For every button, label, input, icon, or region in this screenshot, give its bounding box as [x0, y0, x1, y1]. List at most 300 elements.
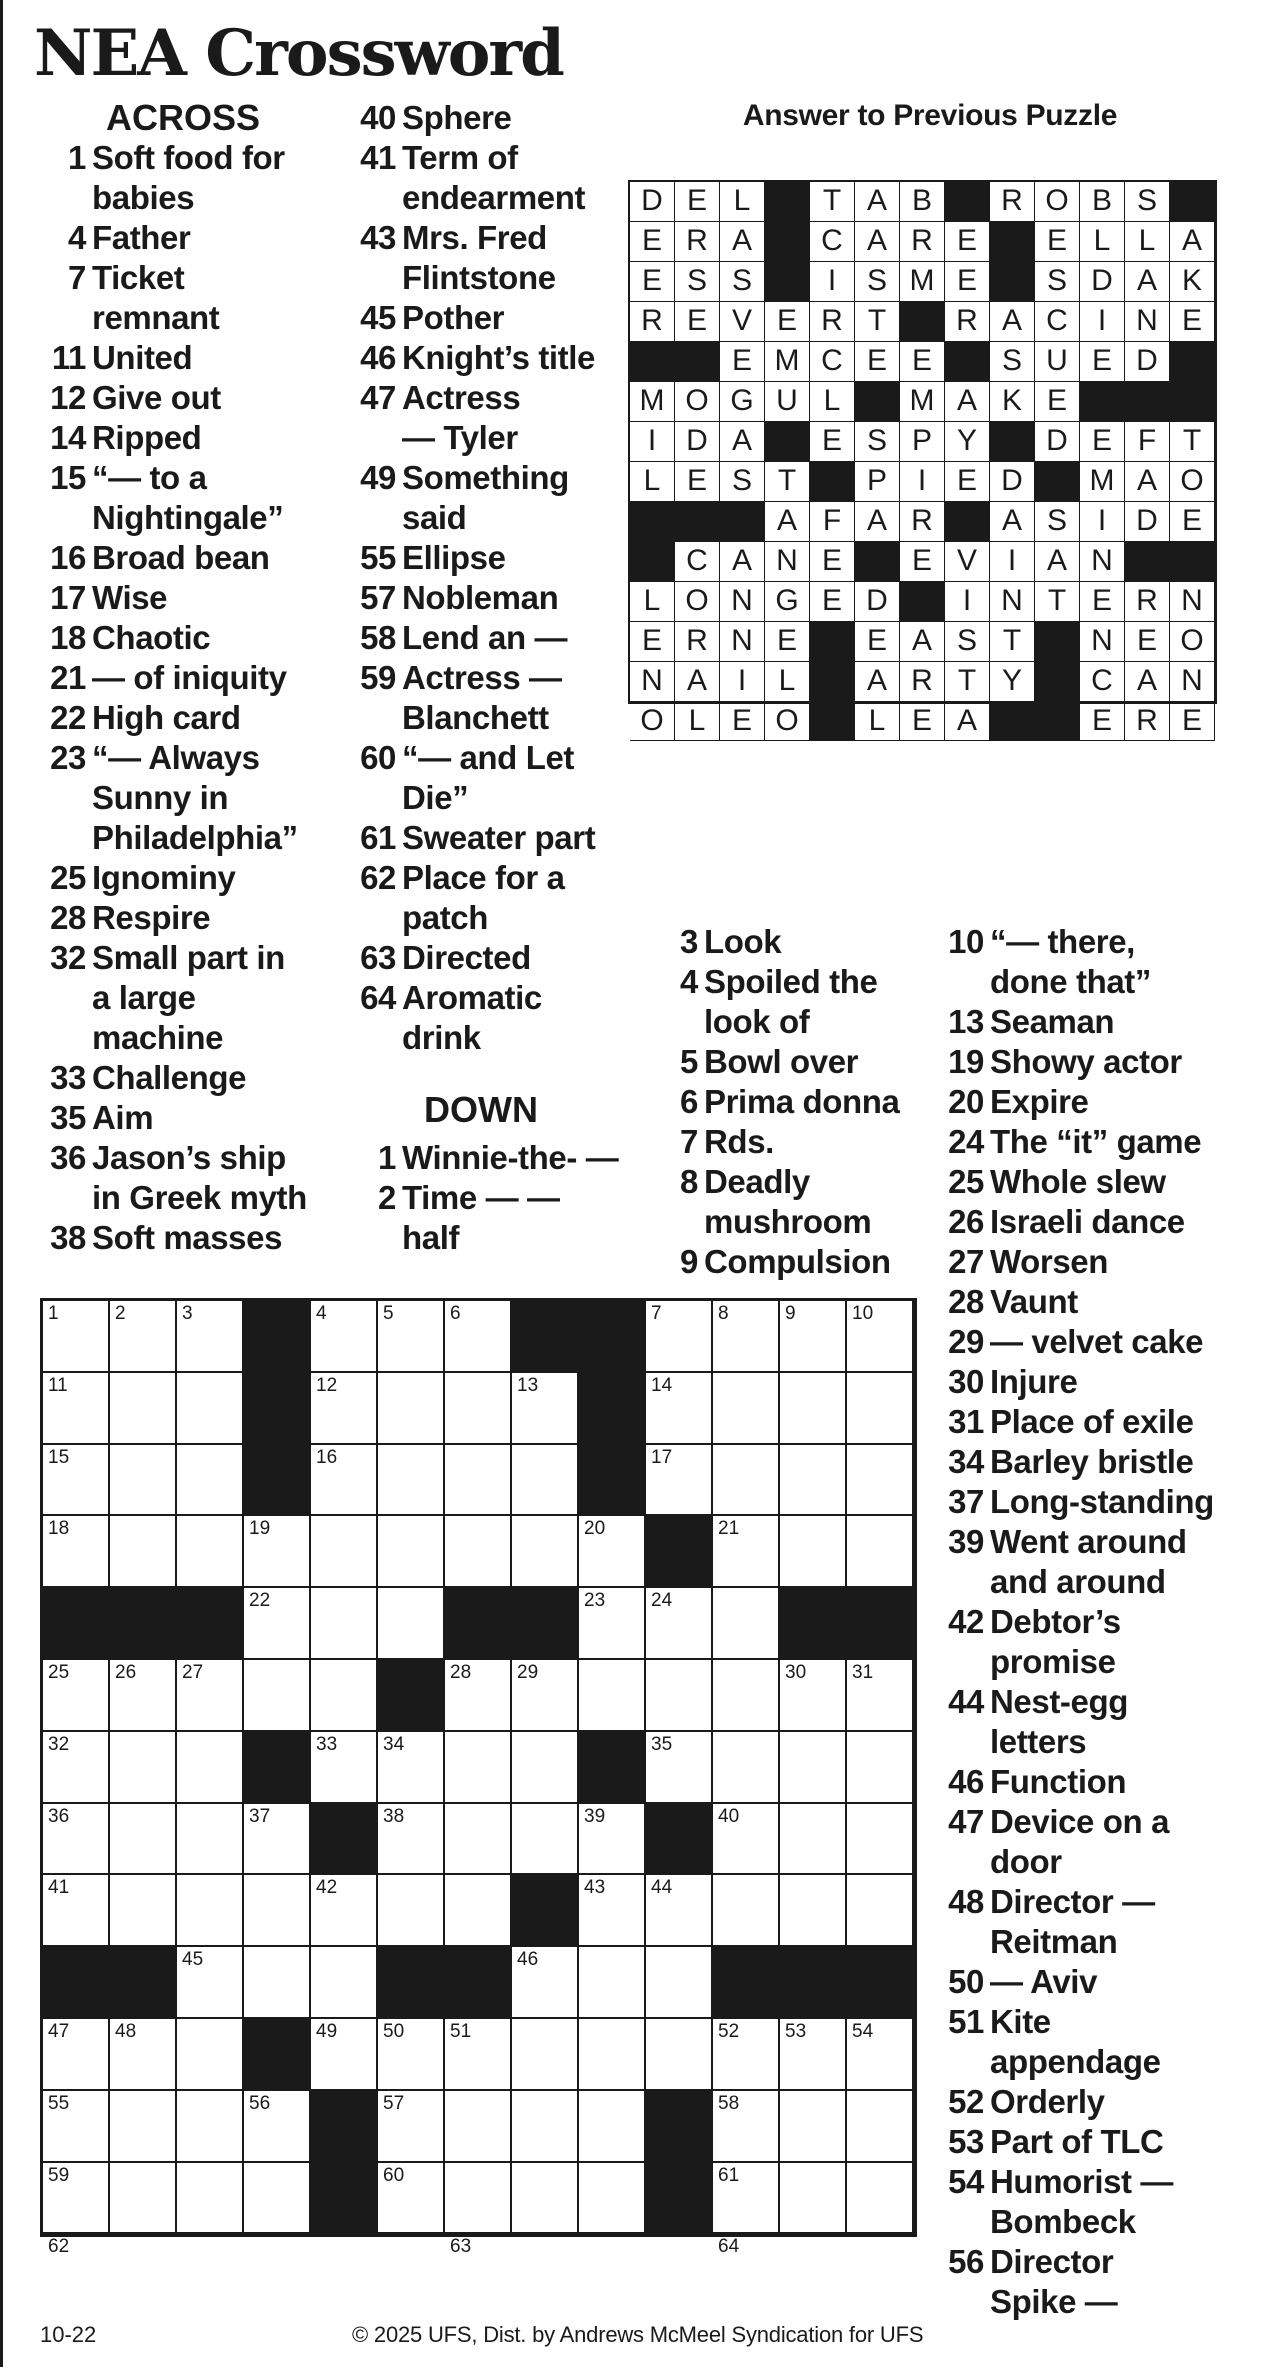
- down-clue-28: [938, 1282, 1238, 1322]
- answer-letter-cell: I: [630, 422, 675, 462]
- clue-number: 8: [680, 1163, 698, 1200]
- grid-cell[interactable]: [646, 1588, 713, 1660]
- grid-cell[interactable]: [244, 1947, 311, 2019]
- grid-cell[interactable]: [713, 1373, 780, 1445]
- down-clue-10: [938, 922, 1238, 1002]
- across-clue-59: [350, 658, 620, 738]
- cell-number: 15: [48, 1446, 70, 1468]
- answer-letter-cell: T: [1035, 582, 1080, 622]
- grid-cell[interactable]: [445, 1373, 512, 1445]
- grid-cell[interactable]: [646, 2019, 713, 2091]
- clue-number: 39: [948, 1523, 984, 1560]
- grid-cell[interactable]: [780, 2091, 847, 2163]
- clue-text-line: Actress —: [402, 659, 562, 696]
- grid-cell[interactable]: [847, 1445, 914, 1517]
- across-clue-63: [350, 938, 620, 978]
- grid-cell[interactable]: [847, 1804, 914, 1876]
- clue-text-line: Israeli dance: [990, 1203, 1185, 1240]
- grid-cell[interactable]: [512, 1660, 579, 1732]
- grid-cell[interactable]: [244, 2234, 311, 2236]
- grid-cell[interactable]: [311, 1588, 378, 1660]
- grid-cell[interactable]: [311, 1660, 378, 1732]
- grid-cell[interactable]: [110, 2234, 177, 2236]
- across-clue-49: [350, 458, 620, 538]
- grid-cell[interactable]: [311, 1875, 378, 1947]
- grid-cell[interactable]: [512, 2163, 579, 2235]
- grid-cell[interactable]: [847, 1732, 914, 1804]
- across-clue-55: [350, 538, 620, 578]
- grid-cell[interactable]: [177, 2234, 244, 2236]
- grid-cell[interactable]: [177, 1373, 244, 1445]
- clue-text-line: Look: [704, 923, 782, 960]
- grid-cell[interactable]: [713, 1875, 780, 1947]
- clue-text-line: “— Always: [92, 739, 260, 776]
- grid-cell[interactable]: [713, 1732, 780, 1804]
- grid-cell[interactable]: [713, 1301, 780, 1373]
- grid-cell[interactable]: [579, 2091, 646, 2163]
- grid-cell[interactable]: [713, 2163, 780, 2235]
- answer-letter-cell: T: [855, 302, 900, 342]
- grid-cell[interactable]: [780, 1301, 847, 1373]
- grid-cell[interactable]: [579, 2234, 646, 2236]
- cell-number: 46: [517, 1949, 539, 1971]
- grid-cell[interactable]: [244, 1875, 311, 1947]
- answer-letter-cell: E: [900, 342, 945, 382]
- grid-cell[interactable]: [579, 2019, 646, 2091]
- grid-cell[interactable]: [244, 1516, 311, 1588]
- grid-cell[interactable]: [780, 1445, 847, 1517]
- across-clue-25: [40, 858, 340, 898]
- grid-cell[interactable]: [445, 1301, 512, 1373]
- grid-cell[interactable]: [646, 1445, 713, 1517]
- clue-number: 37: [948, 1483, 984, 1520]
- grid-cell[interactable]: [43, 1301, 110, 1373]
- grid-cell[interactable]: [847, 2163, 914, 2235]
- grid-cell[interactable]: [646, 1660, 713, 1732]
- clue-number: 14: [50, 419, 86, 456]
- black-square: [378, 1947, 445, 2019]
- grid-cell[interactable]: [244, 1804, 311, 1876]
- grid-cell[interactable]: [43, 1875, 110, 1947]
- grid-cell[interactable]: [311, 2019, 378, 2091]
- down-clue-30: [938, 1362, 1238, 1402]
- answer-letter-cell: A: [945, 382, 990, 422]
- grid-cell[interactable]: [177, 1660, 244, 1732]
- answer-letter-cell: E: [1080, 342, 1125, 382]
- grid-cell[interactable]: [512, 1947, 579, 2019]
- grid-cell[interactable]: [177, 1445, 244, 1517]
- across-clue-22: [40, 698, 340, 738]
- clue-number: 29: [948, 1323, 984, 1360]
- cell-number: 24: [651, 1590, 673, 1612]
- cell-number: 54: [852, 2020, 874, 2042]
- clue-number: 5: [680, 1043, 698, 1080]
- cell-number: 39: [584, 1805, 606, 1827]
- clue-text-line: Knight’s title: [402, 339, 595, 376]
- grid-cell[interactable]: [847, 1516, 914, 1588]
- grid-cell[interactable]: [43, 1732, 110, 1804]
- grid-cell[interactable]: [378, 1373, 445, 1445]
- grid-cell[interactable]: [780, 2234, 847, 2236]
- answer-letter-cell: L: [765, 662, 810, 702]
- grid-cell[interactable]: [512, 2091, 579, 2163]
- grid-cell[interactable]: [43, 2019, 110, 2091]
- grid-cell[interactable]: [445, 1660, 512, 1732]
- answer-letter-cell: E: [1170, 702, 1215, 741]
- clue-text-line: Director —: [990, 1883, 1155, 1920]
- answer-letter-cell: E: [765, 622, 810, 662]
- grid-cell[interactable]: [445, 2019, 512, 2091]
- grid-cell[interactable]: [780, 1660, 847, 1732]
- clue-column-4: [938, 922, 1238, 2322]
- answer-black-square: [990, 262, 1035, 302]
- grid-cell[interactable]: [43, 2234, 110, 2258]
- clue-number: 48: [948, 1883, 984, 1920]
- clue-text-line: Time — —: [402, 1179, 560, 1216]
- clue-text-line: Pother: [402, 299, 505, 336]
- clue-number: 17: [50, 579, 86, 616]
- clue-number: 20: [948, 1083, 984, 1120]
- grid-cell[interactable]: [847, 1301, 914, 1373]
- grid-cell[interactable]: [177, 1732, 244, 1804]
- answer-letter-cell: M: [900, 382, 945, 422]
- black-square: [244, 2019, 311, 2091]
- grid-cell[interactable]: [646, 1301, 713, 1373]
- grid-cell[interactable]: [177, 2163, 244, 2235]
- answer-letter-cell: U: [1035, 342, 1080, 382]
- answer-letter-cell: K: [1170, 262, 1215, 302]
- grid-cell[interactable]: [780, 1732, 847, 1804]
- grid-cell[interactable]: [847, 2091, 914, 2163]
- cell-number: 48: [115, 2020, 137, 2042]
- clue-text-line: Actress: [402, 379, 521, 416]
- black-square: [512, 1875, 579, 1947]
- answer-letter-cell: N: [720, 582, 765, 622]
- grid-cell[interactable]: [311, 1516, 378, 1588]
- clue-number: 21: [50, 659, 86, 696]
- grid-cell[interactable]: [780, 1516, 847, 1588]
- grid-cell[interactable]: [579, 2163, 646, 2235]
- grid-cell[interactable]: [311, 1732, 378, 1804]
- answer-letter-cell: E: [1080, 582, 1125, 622]
- grid-cell[interactable]: [110, 1301, 177, 1373]
- grid-cell[interactable]: [713, 2234, 780, 2258]
- grid-cell[interactable]: [512, 2019, 579, 2091]
- clue-text-line: Place of exile: [990, 1403, 1194, 1440]
- grid-cell[interactable]: [780, 2019, 847, 2091]
- grid-cell[interactable]: [378, 1875, 445, 1947]
- down-clue-13: [938, 1002, 1238, 1042]
- grid-cell[interactable]: [177, 2091, 244, 2163]
- answer-letter-cell: C: [810, 222, 855, 262]
- grid-cell[interactable]: [646, 1947, 713, 2019]
- grid-cell[interactable]: [847, 1660, 914, 1732]
- cell-number: 59: [48, 2164, 70, 2186]
- grid-cell[interactable]: [780, 1875, 847, 1947]
- answer-black-square: [855, 382, 900, 422]
- black-square: [646, 2163, 713, 2235]
- answer-letter-cell: A: [855, 662, 900, 702]
- grid-cell[interactable]: [378, 1516, 445, 1588]
- across-clue-35: [40, 1098, 340, 1138]
- clue-number: 40: [360, 99, 396, 136]
- black-square: [110, 1947, 177, 2019]
- grid-cell[interactable]: [512, 1445, 579, 1517]
- grid-cell[interactable]: [110, 1373, 177, 1445]
- crossword-grid: [40, 1298, 917, 2258]
- grid-cell[interactable]: [244, 1588, 311, 1660]
- cell-number: 8: [718, 1303, 729, 1324]
- answer-letter-cell: A: [675, 662, 720, 702]
- grid-cell[interactable]: [110, 1516, 177, 1588]
- grid-cell[interactable]: [512, 2234, 579, 2236]
- answer-letter-cell: M: [765, 342, 810, 382]
- grid-cell[interactable]: [445, 2091, 512, 2163]
- down-clue-4: [652, 962, 922, 1042]
- grid-cell[interactable]: [110, 2019, 177, 2091]
- grid-cell[interactable]: [177, 1301, 244, 1373]
- grid-cell[interactable]: [646, 1875, 713, 1947]
- black-square: [177, 1588, 244, 1660]
- across-clue-38: [40, 1218, 340, 1258]
- answer-letter-cell: T: [945, 662, 990, 702]
- clue-number: 6: [680, 1083, 698, 1120]
- grid-cell[interactable]: [445, 1445, 512, 1517]
- grid-cell[interactable]: [177, 1804, 244, 1876]
- answer-letter-cell: I: [720, 662, 765, 702]
- clue-number: 45: [360, 299, 396, 336]
- answer-letter-cell: A: [900, 622, 945, 662]
- grid-cell[interactable]: [713, 1445, 780, 1517]
- answer-letter-cell: E: [810, 542, 855, 582]
- cell-number: 13: [517, 1374, 539, 1396]
- clue-number: 3: [680, 923, 698, 960]
- clue-number: 7: [68, 259, 86, 296]
- grid-cell[interactable]: [177, 1947, 244, 2019]
- grid-cell[interactable]: [43, 1445, 110, 1517]
- clue-column-3: [652, 922, 922, 1282]
- grid-cell[interactable]: [780, 1373, 847, 1445]
- clue-number: 11: [51, 339, 86, 376]
- clue-text-line: said: [402, 499, 467, 536]
- answer-letter-cell: E: [1170, 502, 1215, 542]
- answer-black-square: [810, 622, 855, 662]
- grid-cell[interactable]: [445, 1804, 512, 1876]
- clue-text-line: Ticket: [92, 259, 185, 296]
- clue-text-line: — velvet cake: [990, 1323, 1204, 1360]
- grid-cell[interactable]: [378, 1301, 445, 1373]
- black-square: [43, 1947, 110, 2019]
- grid-cell[interactable]: [244, 2163, 311, 2235]
- grid-cell[interactable]: [847, 2234, 914, 2236]
- clue-text-line: Worsen: [990, 1243, 1109, 1280]
- grid-cell[interactable]: [646, 1373, 713, 1445]
- grid-cell[interactable]: [512, 1732, 579, 1804]
- grid-cell[interactable]: [177, 1516, 244, 1588]
- grid-cell[interactable]: [445, 2163, 512, 2235]
- down-clue-54: [938, 2162, 1238, 2242]
- grid-cell[interactable]: [378, 2019, 445, 2091]
- answer-letter-cell: S: [1125, 182, 1170, 222]
- clue-text-line: Barley bristle: [990, 1443, 1194, 1480]
- grid-cell[interactable]: [110, 1660, 177, 1732]
- grid-cell[interactable]: [110, 2091, 177, 2163]
- grid-cell[interactable]: [244, 2091, 311, 2163]
- grid-cell[interactable]: [311, 1373, 378, 1445]
- grid-cell[interactable]: [43, 1660, 110, 1732]
- grid-cell[interactable]: [847, 1875, 914, 1947]
- clue-text-line: Wise: [92, 579, 168, 616]
- grid-cell[interactable]: [713, 1660, 780, 1732]
- clue-number: 46: [948, 1763, 984, 1800]
- grid-cell[interactable]: [378, 1445, 445, 1517]
- grid-cell[interactable]: [110, 1445, 177, 1517]
- clue-number: 56: [948, 2243, 984, 2280]
- answer-letter-cell: A: [1125, 462, 1170, 502]
- answer-letter-cell: S: [990, 342, 1035, 382]
- grid-cell[interactable]: [713, 2091, 780, 2163]
- down-clue-37: [938, 1482, 1238, 1522]
- black-square: [311, 2091, 378, 2163]
- clue-number: 55: [360, 539, 396, 576]
- grid-cell[interactable]: [110, 1875, 177, 1947]
- cell-number: 38: [383, 1805, 405, 1827]
- cell-number: 57: [383, 2092, 405, 2114]
- grid-cell[interactable]: [445, 2234, 512, 2258]
- clue-text-line: Bowl over: [704, 1043, 859, 1080]
- grid-cell[interactable]: [177, 2019, 244, 2091]
- grid-cell[interactable]: [43, 2091, 110, 2163]
- grid-cell[interactable]: [579, 1804, 646, 1876]
- grid-cell[interactable]: [713, 2019, 780, 2091]
- answer-letter-cell: S: [675, 262, 720, 302]
- down-clue-34: [938, 1442, 1238, 1482]
- grid-cell[interactable]: [445, 1875, 512, 1947]
- across-clue-64: [350, 978, 620, 1058]
- clue-text-line: Something: [402, 459, 569, 496]
- clue-text-line: drink: [402, 1019, 481, 1056]
- black-square: [579, 1373, 646, 1445]
- clue-number: 1: [68, 139, 86, 176]
- answer-letter-cell: E: [1035, 222, 1080, 262]
- grid-cell[interactable]: [378, 2091, 445, 2163]
- cell-number: 52: [718, 2020, 740, 2042]
- clue-text-line: Humorist —: [990, 2163, 1174, 2200]
- down-clue-50: [938, 1962, 1238, 2002]
- grid-cell[interactable]: [579, 1516, 646, 1588]
- grid-cell[interactable]: [579, 1947, 646, 2019]
- grid-cell[interactable]: [378, 2163, 445, 2235]
- clue-number: 47: [948, 1803, 984, 1840]
- answer-letter-cell: O: [765, 702, 810, 741]
- answer-black-square: [810, 702, 855, 741]
- answer-letter-cell: C: [675, 542, 720, 582]
- answer-letter-cell: R: [900, 502, 945, 542]
- answer-letter-cell: A: [1170, 222, 1215, 262]
- clue-text-line: Function: [990, 1763, 1127, 1800]
- answer-black-square: [945, 502, 990, 542]
- previous-puzzle-heading: Answer to Previous Puzzle: [742, 99, 1118, 132]
- grid-cell[interactable]: [713, 1516, 780, 1588]
- grid-cell[interactable]: [378, 1732, 445, 1804]
- answer-letter-cell: I: [1080, 502, 1125, 542]
- grid-cell[interactable]: [579, 1660, 646, 1732]
- cell-number: 51: [450, 2020, 472, 2042]
- grid-cell[interactable]: [311, 1445, 378, 1517]
- grid-cell[interactable]: [43, 1516, 110, 1588]
- grid-cell[interactable]: [311, 1301, 378, 1373]
- clue-text-line: Place for a: [402, 859, 565, 896]
- grid-cell[interactable]: [110, 1804, 177, 1876]
- grid-cell[interactable]: [579, 1875, 646, 1947]
- clue-number: 12: [50, 379, 86, 416]
- grid-cell[interactable]: [378, 1588, 445, 1660]
- answer-letter-cell: E: [720, 342, 765, 382]
- clue-text-line: mushroom: [704, 1203, 872, 1240]
- clue-column-1: [40, 98, 340, 1258]
- clue-number: 28: [50, 899, 86, 936]
- grid-cell[interactable]: [378, 1804, 445, 1876]
- clue-number: 54: [948, 2163, 984, 2200]
- grid-cell[interactable]: [780, 2163, 847, 2235]
- grid-cell[interactable]: [847, 2019, 914, 2091]
- clue-text-line: Device on a: [990, 1803, 1170, 1840]
- grid-cell[interactable]: [110, 2163, 177, 2235]
- clue-text-line: and around: [990, 1563, 1166, 1600]
- answer-letter-cell: R: [675, 622, 720, 662]
- grid-cell[interactable]: [646, 1732, 713, 1804]
- down-clue-9: [652, 1242, 922, 1282]
- answer-letter-cell: D: [675, 422, 720, 462]
- answer-letter-cell: E: [900, 542, 945, 582]
- answer-letter-cell: D: [1080, 262, 1125, 302]
- grid-cell[interactable]: [512, 1516, 579, 1588]
- grid-cell[interactable]: [43, 1373, 110, 1445]
- grid-cell[interactable]: [244, 1660, 311, 1732]
- answer-letter-cell: N: [765, 542, 810, 582]
- grid-cell[interactable]: [43, 2163, 110, 2235]
- grid-cell[interactable]: [780, 1804, 847, 1876]
- grid-cell[interactable]: [512, 1373, 579, 1445]
- grid-cell[interactable]: [445, 1732, 512, 1804]
- grid-cell[interactable]: [110, 1732, 177, 1804]
- clue-text-line: Chaotic: [92, 619, 211, 656]
- grid-cell[interactable]: [579, 1588, 646, 1660]
- clue-text-line: Broad bean: [92, 539, 270, 576]
- grid-cell[interactable]: [713, 1804, 780, 1876]
- black-square: [378, 1660, 445, 1732]
- grid-cell[interactable]: [713, 1588, 780, 1660]
- grid-cell[interactable]: [311, 1947, 378, 2019]
- grid-cell[interactable]: [512, 1804, 579, 1876]
- clue-text-line: endearment: [402, 179, 586, 216]
- grid-cell[interactable]: [43, 1804, 110, 1876]
- answer-letter-cell: L: [1125, 222, 1170, 262]
- grid-cell[interactable]: [445, 1516, 512, 1588]
- across-clue-36: [40, 1138, 340, 1218]
- cell-number: 21: [718, 1518, 740, 1540]
- answer-black-square: [855, 542, 900, 582]
- clue-number: 27: [948, 1243, 984, 1280]
- answer-letter-cell: A: [765, 502, 810, 542]
- answer-black-square: [1170, 382, 1215, 422]
- grid-cell[interactable]: [177, 1875, 244, 1947]
- grid-cell[interactable]: [847, 1373, 914, 1445]
- across-clue-1: [40, 138, 340, 218]
- cell-number: 47: [48, 2020, 70, 2042]
- clue-text-line: Part of TLC: [990, 2123, 1164, 2160]
- across-clue-23: [40, 738, 340, 858]
